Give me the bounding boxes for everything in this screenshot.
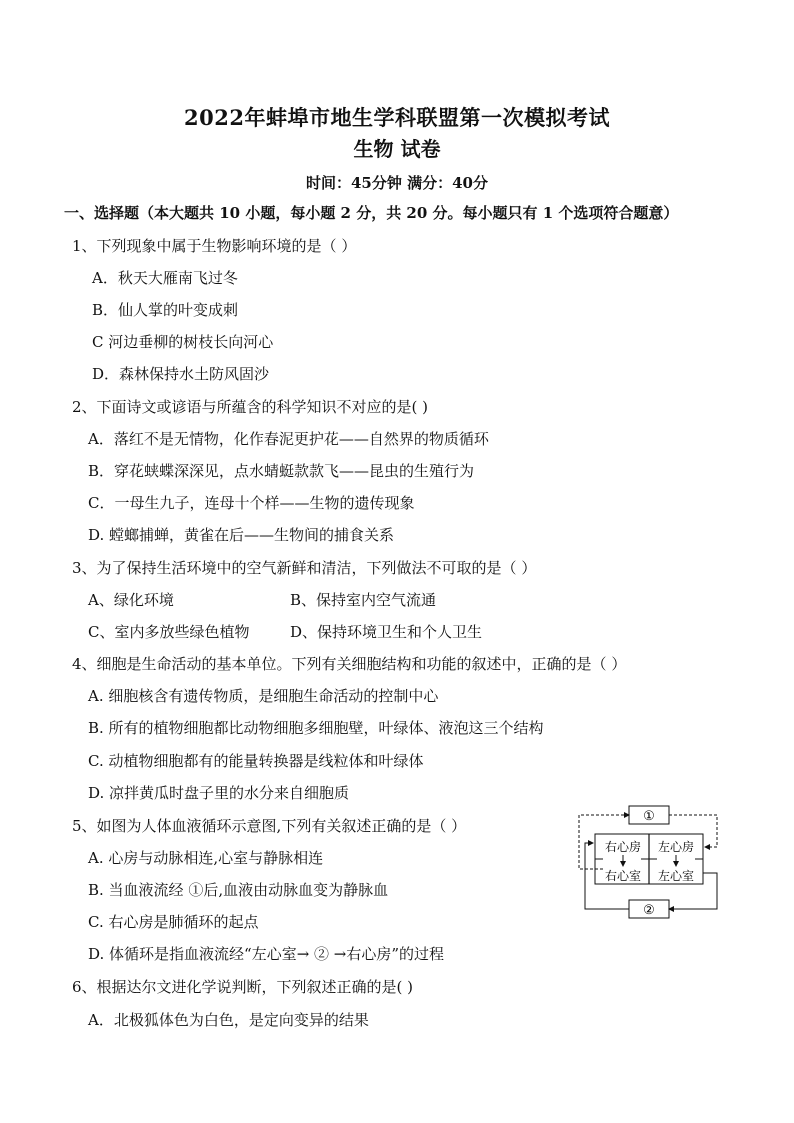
question-5-option-d: D. 体循环是指血液流经“左心室→ ② →右心房”的过程 — [88, 945, 445, 963]
question-3-option-b: B、保持室内空气流通 — [290, 591, 437, 609]
question-1-option-a: A．秋天大雁南飞过冬 — [92, 269, 238, 287]
question-2-option-c: C．一母生九子，连母十个样——生物的遗传现象 — [88, 494, 415, 512]
organ-box-2-label: ② — [643, 903, 655, 918]
question-5-stem: 5、如图为人体血液循环示意图,下列有关叙述正确的是（ ） — [72, 817, 467, 835]
question-1-option-b: B．仙人掌的叶变成刺 — [92, 301, 239, 319]
right-atrium-label: 右心房 — [604, 840, 642, 854]
left-ventricle-label: 左心室 — [657, 869, 695, 883]
question-4-option-b: B. 所有的植物细胞都比动物细胞多细胞壁，叶绿体、液泡这三个结构 — [88, 719, 544, 737]
exam-title: 2022年蚌埠市地生学科联盟第一次模拟考试 — [184, 105, 610, 130]
question-6-option-a: A．北极狐体色为白色，是定向变异的结果 — [88, 1011, 369, 1029]
question-4-stem: 4、细胞是生命活动的基本单位。下列有关细胞结构和功能的叙述中，正确的是（ ） — [72, 655, 627, 673]
question-5-option-b: B. 当血液流经 ①后,血液由动脉血变为静脉血 — [88, 881, 389, 899]
exam-meta: 时间：45分钟 满分：40分 — [306, 174, 488, 192]
question-2-option-a: A．落红不是无情物，化作春泥更护花——自然界的物质循环 — [88, 430, 489, 448]
question-5-option-a: A. 心房与动脉相连,心室与静脉相连 — [88, 849, 324, 867]
question-1-option-c: C 河边垂柳的树枝长向河心 — [92, 333, 274, 351]
question-4-option-d: D. 凉拌黄瓜时盘子里的水分来自细胞质 — [88, 784, 350, 802]
question-3-option-c: C、室内多放些绿色植物 — [88, 623, 250, 641]
section-heading: 一、选择题（本大题共 10 小题，每小题 2 分，共 20 分。每小题只有 1 个选项符合题意） — [64, 204, 679, 222]
question-1-option-d: D．森林保持水土防风固沙 — [92, 365, 270, 383]
question-1-stem: 1、下列现象中属于生物影响环境的是（ ） — [72, 237, 357, 255]
question-3-option-d: D、保持环境卫生和个人卫生 — [290, 623, 483, 641]
exam-subject: 生物 试卷 — [353, 137, 441, 161]
organ-box-1-label: ① — [643, 809, 655, 824]
question-3-option-a: A、绿化环境 — [88, 591, 174, 609]
question-3-stem: 3、为了保持生活环境中的空气新鲜和清洁，下列做法不可取的是（ ） — [72, 559, 537, 577]
blood-circulation-diagram — [573, 803, 723, 921]
question-5-option-c: C. 右心房是肺循环的起点 — [88, 913, 259, 931]
question-4-option-a: A. 细胞核含有遗传物质，是细胞生命活动的控制中心 — [88, 687, 439, 705]
question-2-option-d: D. 螳螂捕蝉，黄雀在后——生物间的捕食关系 — [88, 526, 395, 544]
question-6-stem: 6、根据达尔文进化学说判断，下列叙述正确的是( ) — [72, 978, 414, 996]
right-ventricle-label: 右心室 — [604, 869, 642, 883]
question-4-option-c: C. 动植物细胞都有的能量转换器是线粒体和叶绿体 — [88, 752, 424, 770]
left-atrium-label: 左心房 — [657, 840, 695, 854]
question-2-stem: 2、下面诗文或谚语与所蕴含的科学知识不对应的是( ) — [72, 398, 429, 416]
question-2-option-b: B．穿花蛱蝶深深见，点水蜻蜓款款飞——昆虫的生殖行为 — [88, 462, 475, 480]
